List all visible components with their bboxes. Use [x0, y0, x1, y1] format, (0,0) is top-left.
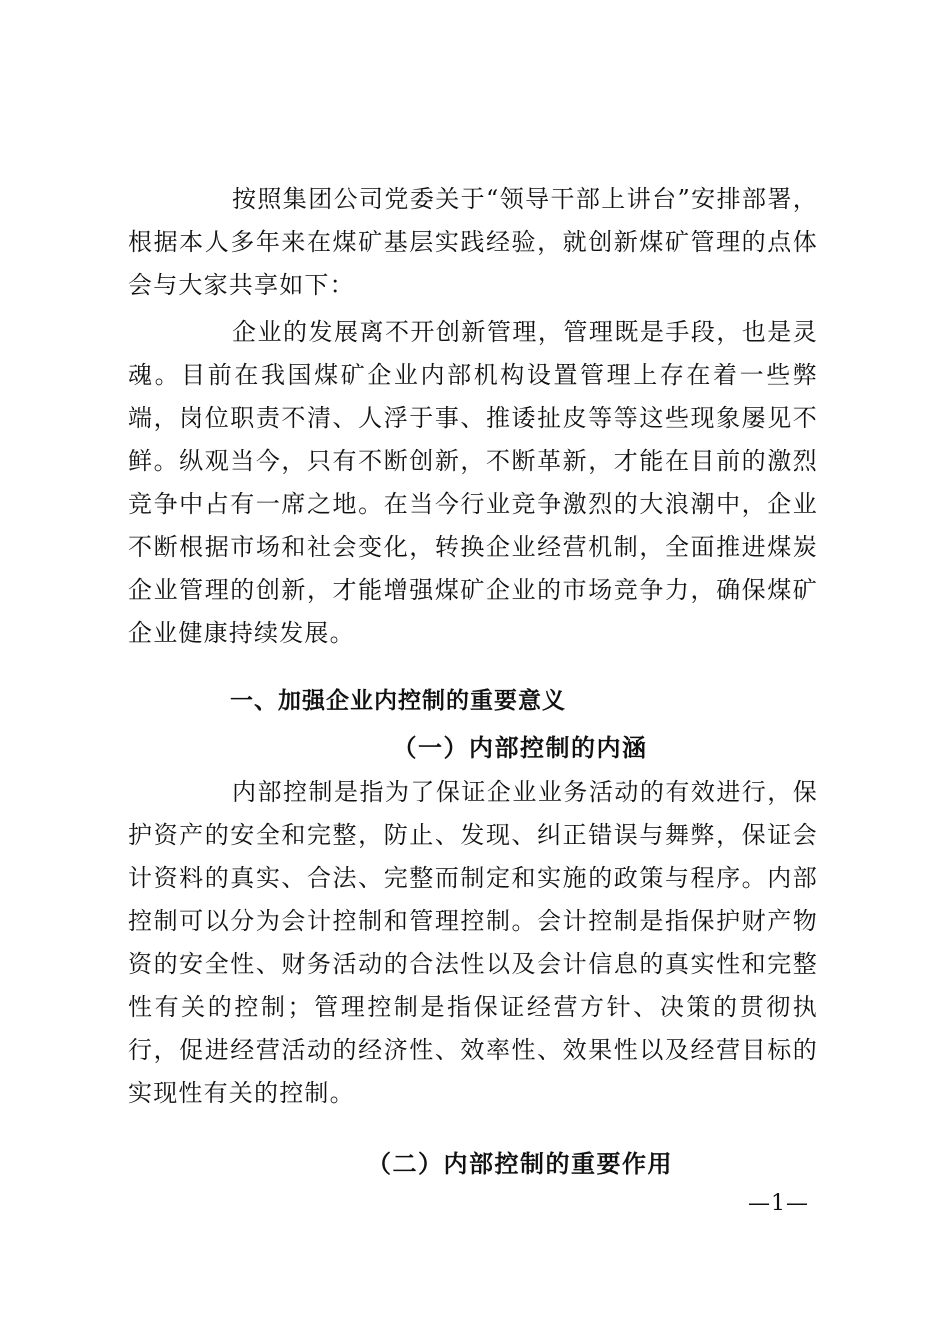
subheading-role: （二）内部控制的重要作用: [367, 1149, 673, 1178]
section-heading: 一、加强企业内控制的重要意义: [230, 688, 566, 714]
subheading-connotation: （一）内部控制的内涵: [392, 733, 648, 762]
paragraph-internal-control: 内部控制是指为了保证企业业务活动的有效进行，保护资产的安全和完整，防止、发现、纠正错误与舞弊，保证会计资料的真实、合法、完整而制定和实施的政策与程序。内部控制可以分为会计控制和管理控制。会计控制是指保护财产物资的安全性、财务活动的合法性以及会计信息的真实性和完整性有关的控制；管理控制是指保证经营方针、决策的贯彻执行，促进经营活动的经济性、效率性、效果性以及经营目标的实现性有关的控制。: [128, 778, 818, 1107]
paragraph-intro: 按照集团公司党委关于“领导干部上讲台”安排部署，根据本人多年来在煤矿基层实践经验，就创新煤矿管理的点体会与大家共享如下：: [128, 185, 818, 299]
paragraph-innovation: 企业的发展离不开创新管理，管理既是手段，也是灵魂。目前在我国煤矿企业内部机构设置管理上存在着一些弊端，岗位职责不清、人浮于事、推诿扯皮等等这些现象屡见不鲜。纵观当今，只有不断创新，不断革新，才能在目前的激烈竞争中占有一席之地。在当今行业竞争激烈的大浪潮中，企业不断根据市场和社会变化，转换企业经营机制，全面推进煤炭企业管理的创新，才能增强煤矿企业的市场竞争力，确保煤矿企业健康持续发展。: [128, 318, 818, 647]
page-number: —1—: [748, 1191, 809, 1216]
